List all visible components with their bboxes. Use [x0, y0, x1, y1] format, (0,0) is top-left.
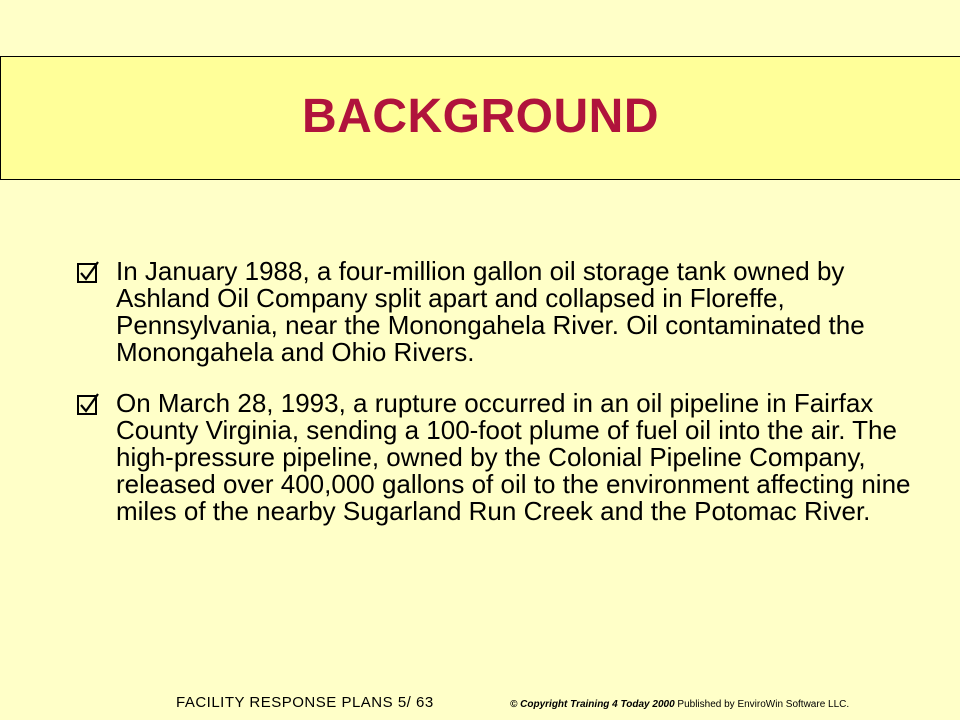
- footer-course: [176, 694, 434, 711]
- publisher-text: Published by EnviroWin Software LLC.: [677, 699, 850, 710]
- footer-copyright: [510, 699, 849, 710]
- page-number: 5/ 63: [397, 694, 434, 711]
- bullet-text: On March 28, 1993, a rupture occurred in an oil pipeline in Fairfax County Virginia, sending a 100-foot plume of fuel oil into the air. The high-pressure pipeline, owned by the Colonial Pipeline Company, released over 400,000 gallons of oil to the environment affecting nine miles of the nearby Sugarland Run Creek and the Potomac River.: [116, 388, 911, 526]
- checked-box-icon: [76, 393, 100, 417]
- title-band: [0, 56, 960, 180]
- list-item: [76, 390, 916, 525]
- course-title: FACILITY RESPONSE PLANS: [176, 694, 394, 711]
- page-title: BACKGROUND: [302, 90, 659, 143]
- copyright-text: © Copyright Training 4 Today 2000: [510, 699, 675, 710]
- list-item: [76, 258, 916, 366]
- bullet-list: [76, 258, 916, 549]
- checked-box-icon: [76, 261, 100, 285]
- bullet-text: In January 1988, a four-million gallon oil storage tank owned by Ashland Oil Company split apart and collapsed in Floreffe, Pennsylvania, near the Monongahela River. Oil contaminated the Monongahela and Ohio Rivers.: [116, 256, 865, 367]
